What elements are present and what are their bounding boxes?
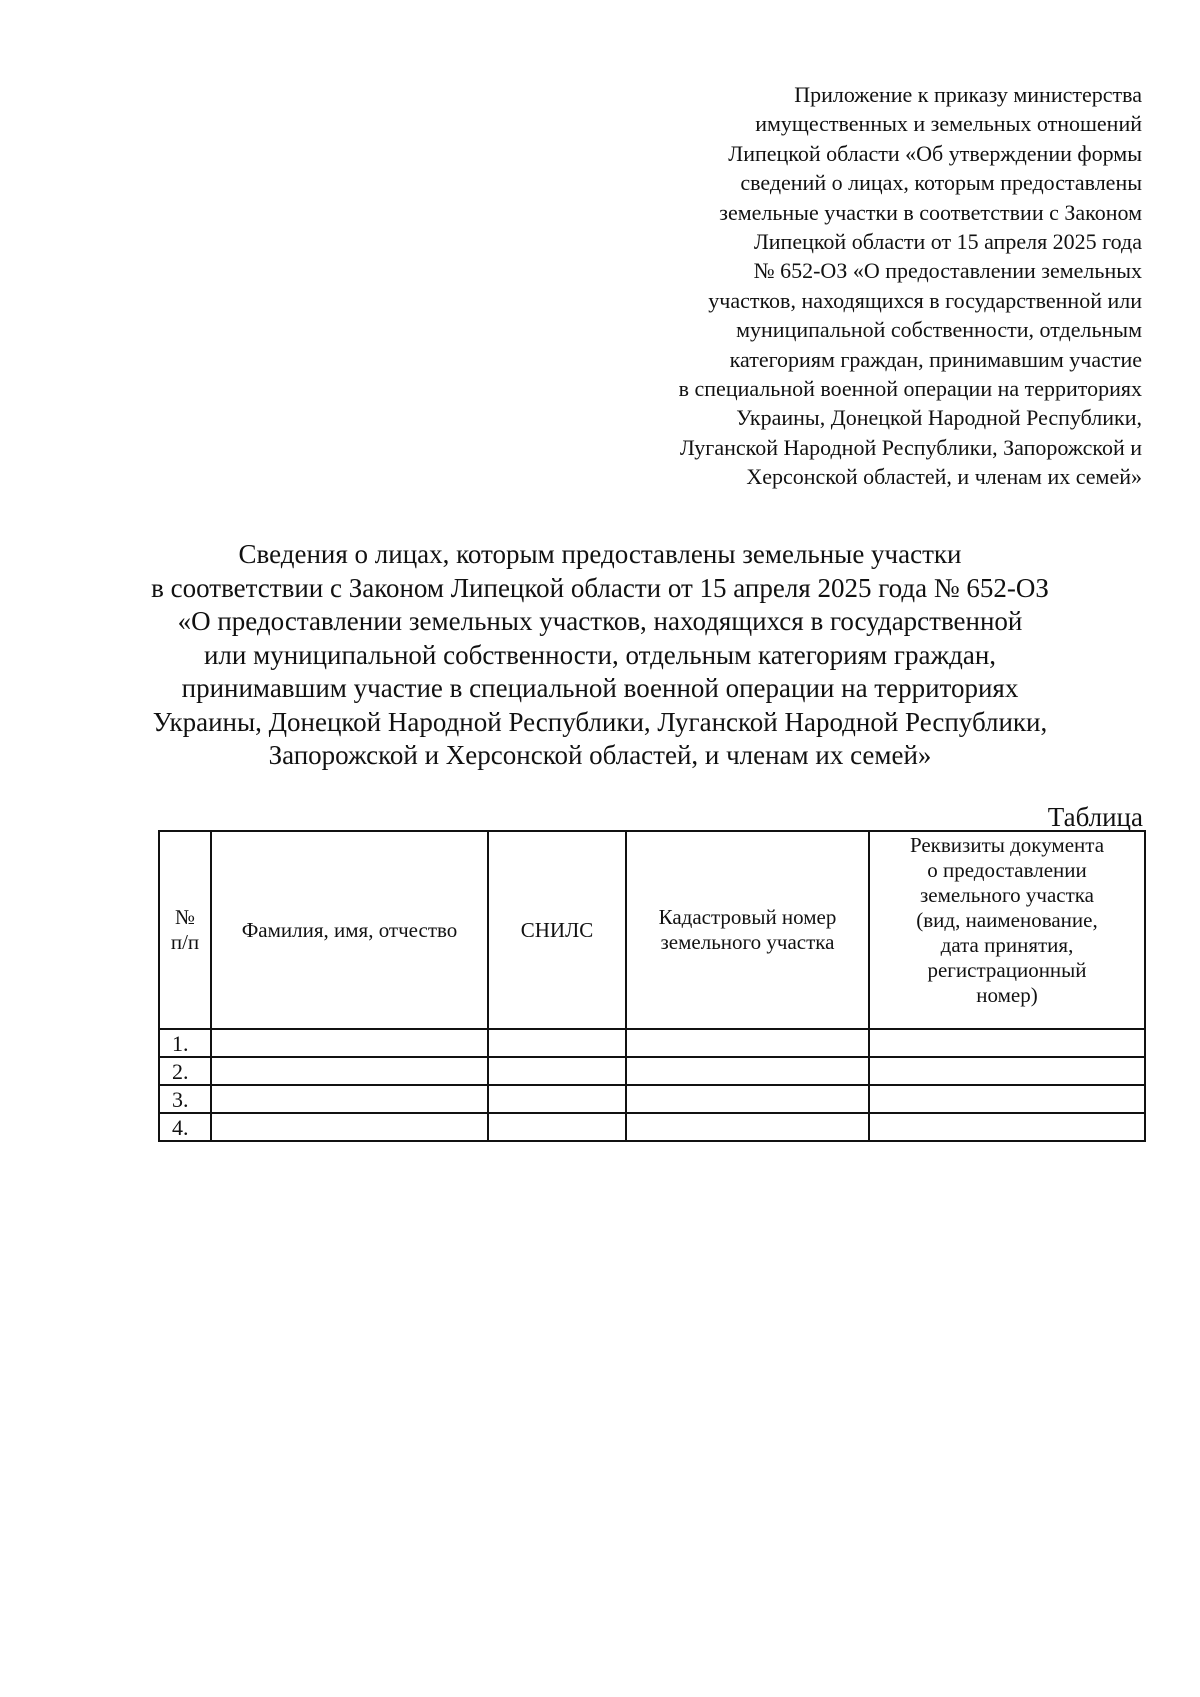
header-details-line: номер) [976, 983, 1038, 1007]
header-full-name-line: Фамилия, имя, отчество [241, 917, 458, 942]
table-row [159, 1057, 1145, 1085]
document-title-line: в соответствии с Законом Липецкой области от 15 апреля 2025 года № 652-ОЗ [151, 572, 1049, 603]
document-details-cell [869, 1057, 1145, 1085]
header-cadastral-line: земельного участка [660, 930, 835, 954]
appendix-note-line: № 652-ОЗ «О предоставлении земельных [753, 258, 1142, 284]
document-title-line: Сведения о лицах, которым предоставлены земельные участки [238, 539, 962, 569]
appendix-note-line: земельные участки в соответствии с Законом [719, 199, 1142, 225]
header-cadastral-number [626, 831, 869, 1029]
row-number-cell: 2. [159, 1057, 211, 1085]
cadastral-number-cell [626, 1057, 869, 1085]
appendix-note-line: Липецкой области от 15 апреля 2025 года [753, 229, 1142, 255]
document-details-cell [869, 1085, 1145, 1113]
appendix-note-line: Луганской Народной Республики, Запорожской и [679, 434, 1142, 460]
appendix-note-line: Херсонской областей, и членам их семей» [746, 464, 1142, 490]
table-row [159, 1085, 1145, 1113]
appendix-note-line: участков, находящихся в государственной или [708, 287, 1142, 313]
cadastral-number-cell [626, 1085, 869, 1113]
snils-cell [488, 1029, 626, 1057]
appendix-note-line: Липецкой области «Об утверждении формы [728, 140, 1142, 166]
full-name-cell [211, 1113, 488, 1141]
table-row [159, 1029, 1145, 1057]
header-details-line: дата принятия, [940, 933, 1074, 957]
header-details-line: о предоставлении [927, 858, 1087, 882]
full-name-cell [211, 1085, 488, 1113]
appendix-note-line: Украины, Донецкой Народной Республики, [736, 405, 1142, 431]
row-number-cell: 4. [159, 1113, 211, 1141]
snils-cell [488, 1085, 626, 1113]
header-full-name [211, 831, 488, 1029]
document-title-line: «О предоставлении земельных участков, находящихся в государственной [177, 606, 1023, 636]
header-cadastral-line: Кадастровый номер [658, 905, 837, 929]
records-table [158, 830, 1146, 1142]
appendix-note-line: имущественных и земельных отношений [755, 111, 1142, 137]
document-title-line: Украины, Донецкой Народной Республики, Луганской Народной Республики, [152, 706, 1048, 737]
header-number-line: № [174, 905, 196, 929]
snils-cell [488, 1113, 626, 1141]
table-label: Таблица [1047, 802, 1143, 832]
appendix-note-line: Приложение к приказу министерства [794, 82, 1142, 107]
full-name-cell [211, 1057, 488, 1085]
document-title-line: принимавшим участие в специальной военной операции на территориях [181, 673, 1019, 703]
header-details-line: (вид, наименование, [916, 908, 1098, 932]
snils-cell [488, 1057, 626, 1085]
appendix-note-line: сведений о лицах, которым предоставлены [740, 170, 1142, 196]
header-number [159, 831, 211, 1029]
row-number-cell: 1. [159, 1029, 211, 1057]
appendix-note-line: муниципальной собственности, отдельным [736, 317, 1142, 343]
document-details-cell [869, 1113, 1145, 1141]
appendix-note-line: в специальной военной операции на территориях [678, 376, 1142, 402]
appendix-note [582, 80, 1142, 492]
document-title-line: Запорожской и Херсонской областей, и членам их семей» [268, 740, 932, 770]
cadastral-number-cell [626, 1113, 869, 1141]
appendix-note-line: категориям граждан, принимавшим участие [729, 346, 1142, 372]
header-document-details [869, 831, 1145, 1029]
document-title [80, 538, 1120, 773]
header-snils-line: СНИЛС [520, 917, 594, 942]
header-details-line: Реквизиты документа [909, 833, 1105, 857]
table-header-row [159, 831, 1145, 1029]
cadastral-number-cell [626, 1029, 869, 1057]
row-number-cell: 3. [159, 1085, 211, 1113]
header-details-line: регистрационный [927, 958, 1087, 982]
header-number-line: п/п [170, 930, 200, 954]
header-snils [488, 831, 626, 1029]
full-name-cell [211, 1029, 488, 1057]
document-details-cell [869, 1029, 1145, 1057]
document-title-line: или муниципальной собственности, отдельным категориям граждан, [203, 639, 997, 670]
table-row [159, 1113, 1145, 1141]
header-details-line: земельного участка [920, 883, 1094, 907]
